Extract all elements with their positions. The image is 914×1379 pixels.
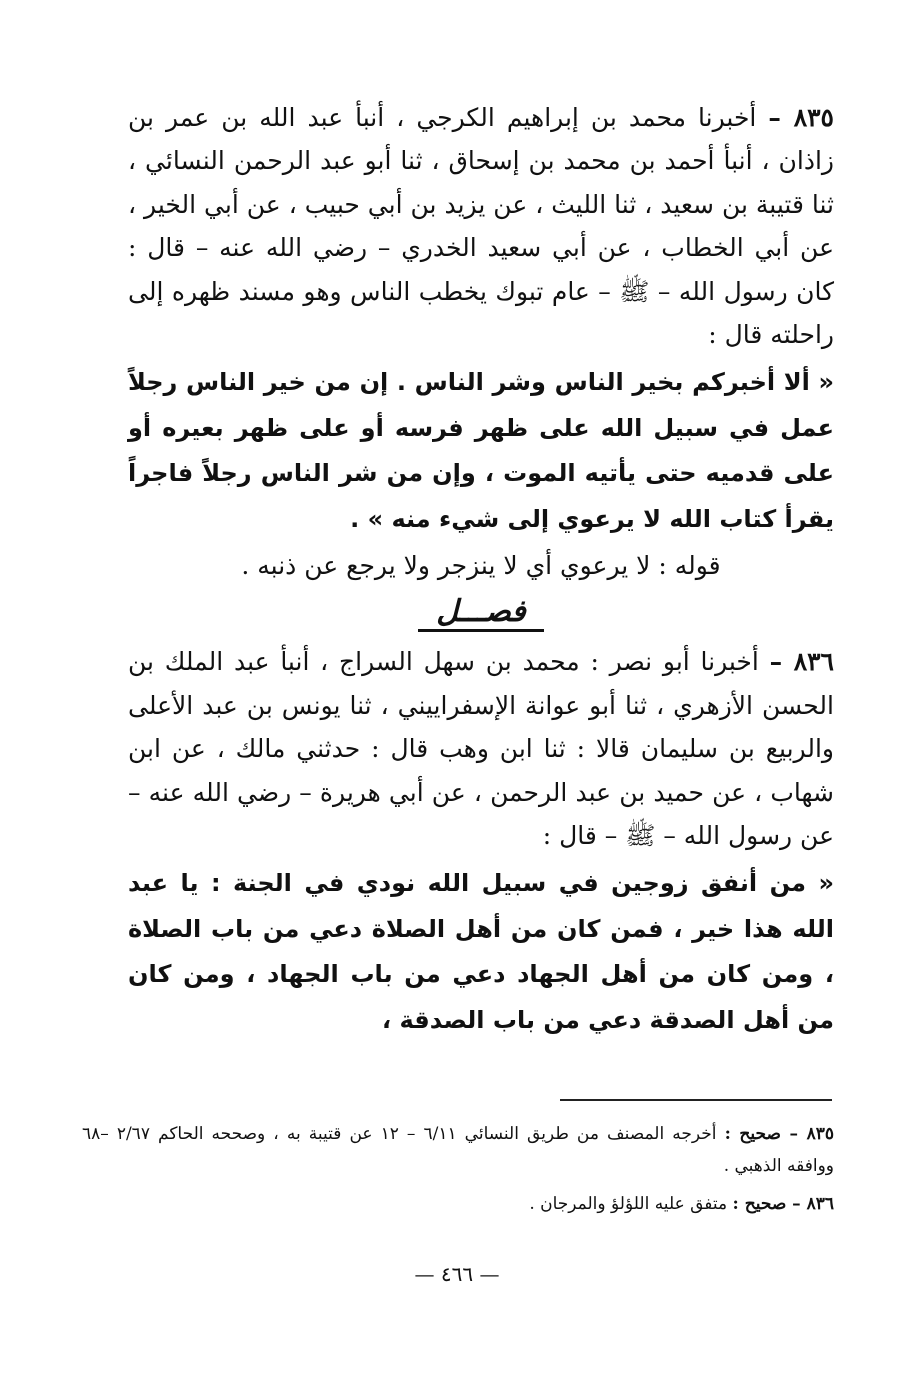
footnote-divider — [560, 1099, 832, 1101]
entry-835-isnad: أخبرنا محمد بن إبراهيم الكرجي ، أنبأ عبد الله بن عمر بن زاذان ، أنبأ أحمد بن محمد بن إسحاق ، ثنا أبو عبد الرحمن النسائي ، ثنا قتيبة بن سعيد ، ثنا الليث ، عن يزيد بن أبي حبيب ، عن أبي الخير ، عن أبي الخطاب ، عن أبي سعيد الخدري – رضي الله عنه – قال : كان رسول الله – ﷺ – عام تبوك يخطب الناس وهو مسند ظهره إلى راحلته قال : — [128, 103, 834, 350]
footnotes — [82, 1118, 834, 1220]
section-heading: فصـــل — [128, 588, 834, 636]
page-body — [128, 96, 834, 1043]
footnote-835-text: أخرجه المصنف من طريق النسائي ٦/١١ – ١٢ عن قتيبة به ، وصححه الحاكم ٢/٦٧ –٦٨ ووافقه الذهبي . — [82, 1124, 834, 1176]
footnote-836-label: ٨٣٦ – صحيح : — [732, 1194, 834, 1214]
gloss-note: قوله : لا يرعوي أي لا ينزجر ولا يرجع عن ذنبه . — [241, 551, 721, 581]
entry-835-chain — [128, 96, 834, 356]
entry-836-isnad: أخبرنا أبو نصر : محمد بن سهل السراج ، أنبأ عبد الملك بن الحسن الأزهري ، ثنا أبو عوانة الإسفراييني ، ثنا يونس بن عبد الأعلى والربيع بن سليمان قالا : ثنا ابن وهب قال : حدثني مالك ، عن ابن شهاب ، عن حميد بن عبد الرحمن ، عن أبي هريرة – رضي الله عنه – عن رسول الله – ﷺ – قال : — [128, 647, 834, 851]
entry-836-number: ٨٣٦ – — [769, 647, 834, 677]
entry-835-number: ٨٣٥ – — [768, 103, 834, 132]
footnote-835 — [82, 1118, 834, 1182]
entry-836-hadith: « من أنفق زوجين في سبيل الله نودي في الجنة : يا عبد الله هذا خير ، فمن كان من أهل الصلاة دعي من باب الصلاة ، ومن كان من أهل الجهاد دعي من باب الجهاد ، ومن كان من أهل الصدقة دعي من باب الصدقة ، — [128, 869, 834, 1034]
entry-836-chain — [128, 640, 834, 857]
footnote-835-label: ٨٣٥ – صحيح : — [724, 1124, 834, 1144]
footnote-836 — [82, 1188, 834, 1220]
entry-835-hadith: « ألا أخبركم بخير الناس وشر الناس . إن من خير الناس رجلاً عمل في سبيل الله على ظهر فرسه أو على ظهر بعيره أو على قدميه حتى يأتيه الموت ، وإن من شر الناس رجلاً فاجراً يقرأ كتاب الله لا يرعوي إلى شيء منه » . — [128, 368, 834, 533]
page-number: — ٤٦٦ — — [414, 1262, 500, 1286]
footnote-836-text: متفق عليه اللؤلؤ والمرجان . — [529, 1194, 728, 1214]
